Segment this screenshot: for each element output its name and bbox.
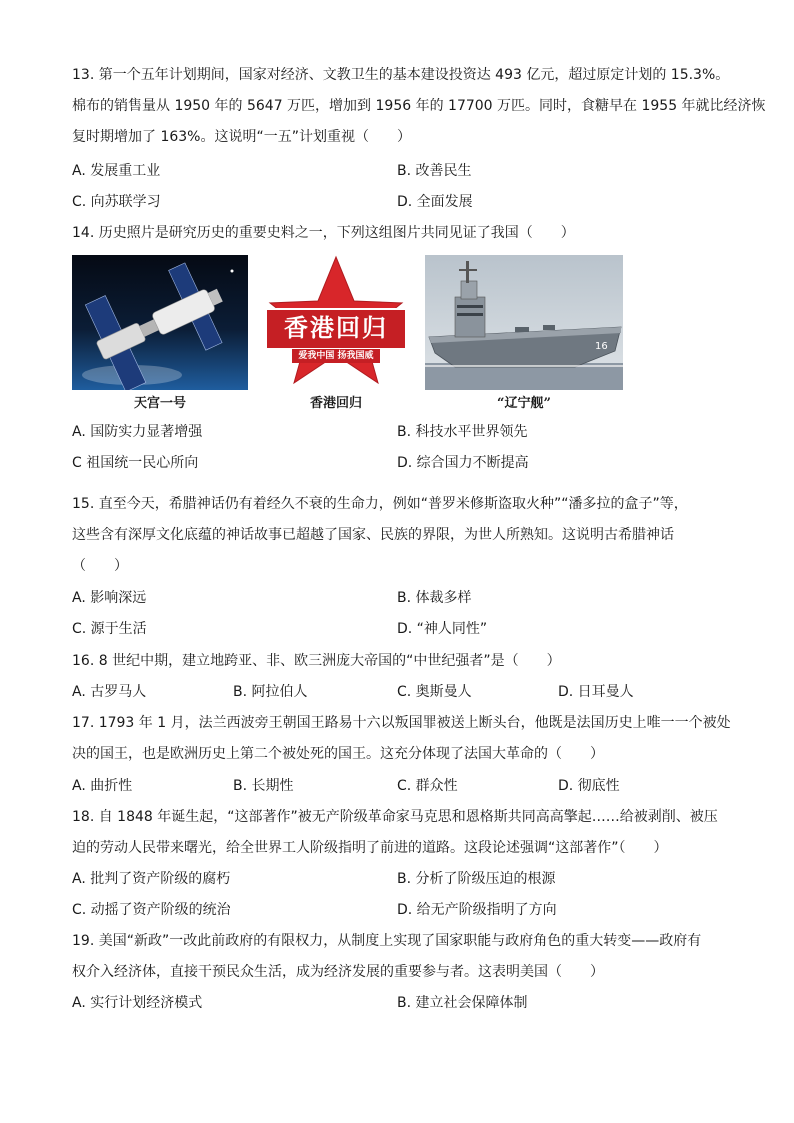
q14-stem: 14. 历史照片是研究历史的重要史料之一，下列这组图片共同见证了我国（ ） xyxy=(72,225,575,241)
hongkong-badge-image xyxy=(262,255,410,390)
q19-line-1: 19. 美国“新政”一改此前政府的有限权力，从制度上实现了国家职能与政府角色的重大转变——政府有 xyxy=(72,933,702,949)
hongkong-badge-title: 香港回归 xyxy=(284,313,388,342)
q17-option-d[interactable]: D. 彻底性 xyxy=(558,778,620,794)
q15-option-c[interactable]: C. 源于生活 xyxy=(72,621,147,637)
q15-option-b[interactable]: B. 体裁多样 xyxy=(397,590,472,606)
q14-option-a[interactable]: A. 国防实力显著增强 xyxy=(72,424,203,440)
q16-option-c[interactable]: C. 奥斯曼人 xyxy=(397,684,472,700)
q14-option-c[interactable]: C 祖国统一民心所向 xyxy=(72,455,199,471)
q18-option-c[interactable]: C. 动摇了资产阶级的统治 xyxy=(72,902,231,918)
q14-option-b[interactable]: B. 科技水平世界领先 xyxy=(397,424,528,440)
q17-option-c[interactable]: C. 群众性 xyxy=(397,778,458,794)
svg-text:16: 16 xyxy=(595,341,608,352)
q16-option-d[interactable]: D. 日耳曼人 xyxy=(558,684,634,700)
q16-option-a[interactable]: A. 古罗马人 xyxy=(72,684,147,700)
q15-line-1: 15. 直至今天，希腊神话仍有着经久不衰的生命力，例如“普罗米修斯盗取火种”“潘多拉的盒子”等， xyxy=(72,496,688,512)
q18-line-2: 迫的劳动人民带来曙光，给全世界工人阶级指明了前进的道路。这段论述强调“这部著作”（ ） xyxy=(72,840,668,856)
q17-option-b[interactable]: B. 长期性 xyxy=(233,778,294,794)
tiangong-image xyxy=(72,255,248,390)
q13-line-1: 13. 第一个五年计划期间，国家对经济、文教卫生的基本建设投资达 493 亿元，超过原定计划的 15.3%。 xyxy=(72,67,730,83)
q18-option-a[interactable]: A. 批判了资产阶级的腐朽 xyxy=(72,871,231,887)
hongkong-caption: 香港回归 xyxy=(309,396,362,411)
q15-line-3: （ ） xyxy=(72,558,128,574)
q13-option-d[interactable]: D. 全面发展 xyxy=(397,194,473,210)
q15-line-2: 这些含有深厚文化底蕴的神话故事已超越了国家、民族的界限，为世人所熟知。这说明古希腊神话 xyxy=(72,527,674,543)
q15-option-a[interactable]: A. 影响深远 xyxy=(72,590,147,606)
q17-option-a[interactable]: A. 曲折性 xyxy=(72,778,133,794)
q13-line-3: 复时期增加了 163%。这说明“一五”计划重视（ ） xyxy=(72,129,411,145)
q16-stem: 16. 8 世纪中期，建立地跨亚、非、欧三洲庞大帝国的“中世纪强者”是（ ） xyxy=(72,653,561,669)
q15-option-d[interactable]: D. “神人同性” xyxy=(397,621,488,637)
q19-option-b[interactable]: B. 建立社会保障体制 xyxy=(397,995,528,1011)
q13-line-2: 棉布的销售量从 1950 年的 5647 万匹，增加到 1956 年的 17700 万匹。同时，食糖早在 1955 年就比经济恢 xyxy=(72,98,766,114)
q17-line-1: 17. 1793 年 1 月，法兰西波旁王朝国王路易十六以叛国罪被送上断头台，他既是法国历史上唯一一个被处 xyxy=(72,715,731,731)
q14-option-d[interactable]: D. 综合国力不断提高 xyxy=(397,455,529,471)
q19-option-a[interactable]: A. 实行计划经济模式 xyxy=(72,995,203,1011)
hongkong-badge-slogan: 爱我中国 扬我国威 xyxy=(298,351,374,361)
q18-line-1: 18. 自 1848 年诞生起，“这部著作”被无产阶级革命家马克思和恩格斯共同高高擎起……给被剥削、被压 xyxy=(72,809,718,825)
q13-option-a[interactable]: A. 发展重工业 xyxy=(72,163,161,179)
q13-option-c[interactable]: C. 向苏联学习 xyxy=(72,194,161,210)
liaoning-carrier-image xyxy=(425,255,623,390)
q17-line-2: 决的国王，也是欧洲历史上第二个被处死的国王。这充分体现了法国大革命的（ ） xyxy=(72,746,604,762)
q16-option-b[interactable]: B. 阿拉伯人 xyxy=(233,684,308,700)
q19-line-2: 权介入经济体，直接干预民众生活，成为经济发展的重要参与者。这表明美国（ ） xyxy=(72,964,604,980)
liaoning-caption: “辽宁舰” xyxy=(497,396,551,411)
q13-option-b[interactable]: B. 改善民生 xyxy=(397,163,472,179)
tiangong-caption: 天宫一号 xyxy=(133,396,186,411)
q18-option-d[interactable]: D. 给无产阶级指明了方向 xyxy=(397,902,557,918)
q18-option-b[interactable]: B. 分析了阶级压迫的根源 xyxy=(397,871,556,887)
